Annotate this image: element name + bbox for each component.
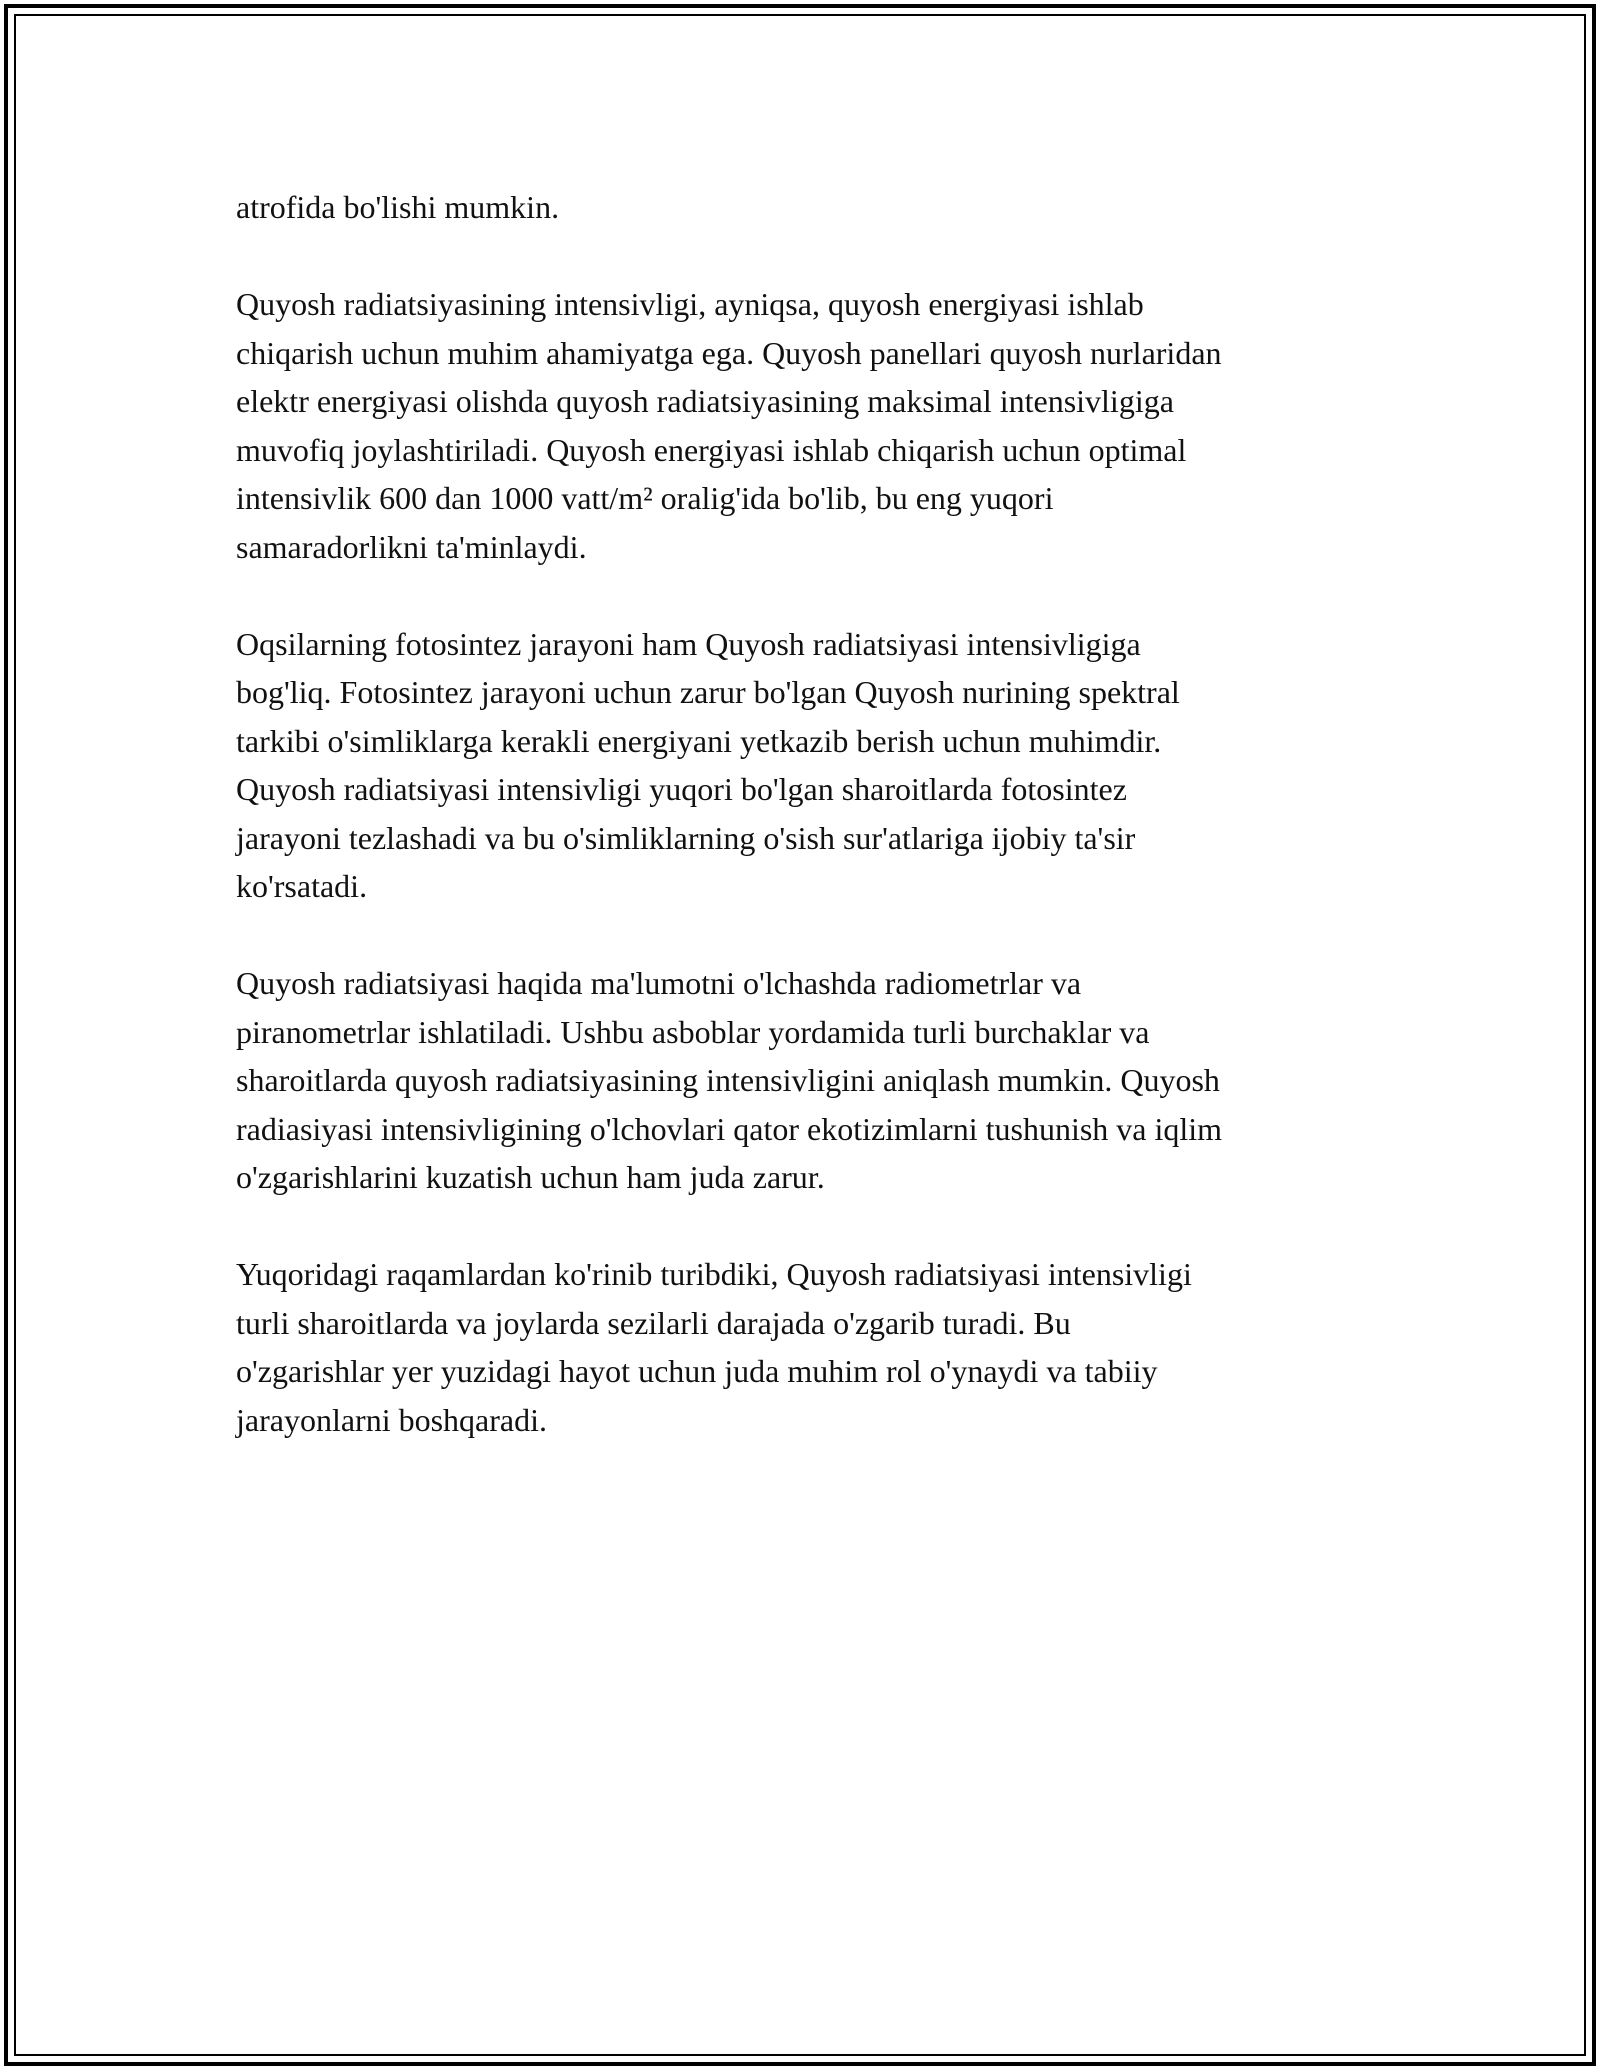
text-line: radiasiyasi intensivligining o'lchovlari qator ekotizimlarni tushunish va iqlim — [236, 1110, 1223, 1147]
text-line: bog'liq. Fotosintez jarayoni uchun zarur bo'lgan Quyosh nurining spektral — [236, 674, 1180, 710]
text-line: atrofida bo'lishi mumkin. — [236, 189, 560, 225]
text-line: muvofiq joylashtiriladi. Quyosh energiyasi ishlab chiqarish uchun optimal — [236, 431, 1187, 468]
text-line: ko'rsatadi. — [236, 868, 368, 904]
text-line: samaradorlikni ta'minlaydi. — [236, 528, 587, 565]
text-line: sharoitlarda quyosh radiatsiyasining intensivligini aniqlash mumkin. Quyosh — [236, 1062, 1220, 1098]
text-line: chiqarish uchun muhim ahamiyatga ega. Quyosh panellari quyosh nurlaridan — [236, 334, 1222, 371]
paragraph-3 — [236, 620, 1376, 911]
paragraph-5 — [236, 1250, 1376, 1444]
text-line: Quyosh radiatsiyasi haqida ma'lumotni o'lchashda radiometrlar va — [236, 965, 1082, 1001]
paragraph-2 — [236, 280, 1376, 571]
document-body — [236, 183, 1376, 1493]
text-line: o'zgarishlarini kuzatish uchun ham juda zarur. — [236, 1159, 825, 1195]
paragraph-4 — [236, 959, 1376, 1202]
text-line: Yuqoridagi raqamlardan ko'rinib turibdiki, Quyosh radiatsiyasi intensivligi — [236, 1256, 1192, 1292]
text-line: elektr energiyasi olishda quyosh radiatsiyasining maksimal intensivligiga — [236, 383, 1174, 419]
text-line: jarayonlarni boshqaradi. — [236, 1401, 547, 1438]
text-line: intensivlik 600 dan 1000 vatt/m² oralig'ida bo'lib, bu eng yuqori — [236, 480, 1054, 516]
text-line: turli sharoitlarda va joylarda sezilarli darajada o'zgarib turadi. Bu — [236, 1304, 1071, 1341]
text-line: tarkibi o'simliklarga kerakli energiyani yetkazib berish uchun muhimdir. — [236, 722, 1162, 759]
text-line: Quyosh radiatsiyasining intensivligi, ayniqsa, quyosh energiyasi ishlab — [236, 286, 1144, 322]
text-line: jarayoni tezlashadi va bu o'simliklarning o'sish sur'atlariga ijobiy ta'sir — [236, 819, 1136, 856]
text-line: piranometrlar ishlatiladi. Ushbu asboblar yordamida turli burchaklar va — [236, 1013, 1150, 1050]
text-line: o'zgarishlar yer yuzidagi hayot uchun juda muhim rol o'ynaydi va tabiiy — [236, 1353, 1158, 1389]
text-line: Quyosh radiatsiyasi intensivligi yuqori bo'lgan sharoitlarda fotosintez — [236, 771, 1127, 807]
text-line: Oqsilarning fotosintez jarayoni ham Quyosh radiatsiyasi intensivligiga — [236, 625, 1141, 662]
paragraph-1 — [236, 183, 1376, 232]
